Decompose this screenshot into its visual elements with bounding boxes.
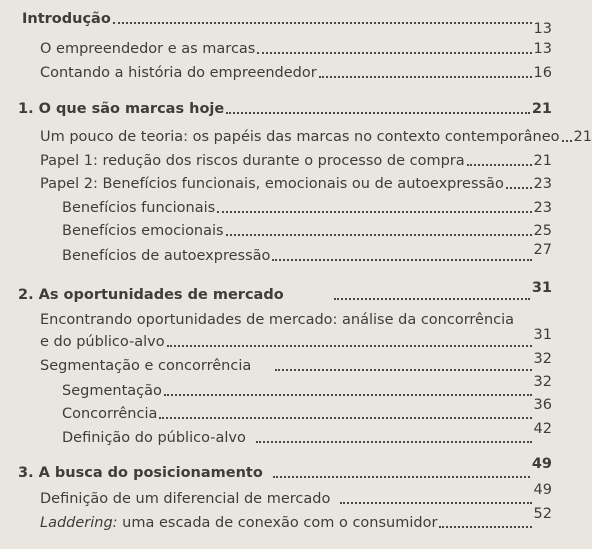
toc-entry-title: Benefícios funcionais bbox=[62, 200, 216, 216]
toc-subentry bbox=[62, 397, 552, 423]
toc-entry-title: Contando a história do empreendedor bbox=[40, 65, 317, 81]
toc-page-number: 36 bbox=[533, 397, 552, 413]
toc-page-number: 21 bbox=[573, 129, 592, 145]
toc-entry bbox=[40, 482, 552, 508]
toc-page-number: 23 bbox=[533, 176, 552, 192]
toc-entry-title: Papel 2: Benefícios funcionais, emocionais ou de autoexpressão bbox=[40, 176, 504, 192]
toc-page-number: 13 bbox=[533, 41, 552, 57]
dot-leader bbox=[319, 76, 532, 78]
toc-page-number: 21 bbox=[533, 153, 552, 169]
toc-subentry bbox=[62, 222, 552, 240]
toc-subentry bbox=[62, 242, 552, 265]
dot-leader bbox=[167, 345, 532, 347]
toc-chapter-3 bbox=[18, 456, 552, 482]
toc-page-number: 25 bbox=[533, 223, 552, 239]
toc-entry-title: Introdução bbox=[22, 11, 111, 27]
toc-entry-title: uma escada de conexão com o consumidor bbox=[117, 515, 438, 531]
toc-entry-title: Papel 1: redução dos riscos durante o processo de compra bbox=[40, 153, 465, 169]
toc-page-number: 23 bbox=[533, 200, 552, 216]
toc-page-number: 49 bbox=[531, 456, 552, 472]
dot-leader bbox=[164, 394, 532, 396]
toc-entry-title: Segmentação bbox=[62, 383, 162, 399]
toc-entry-title: Definição do público-alvo bbox=[62, 430, 246, 446]
dot-leader bbox=[467, 164, 532, 166]
dot-leader bbox=[226, 234, 532, 236]
dot-leader bbox=[159, 417, 531, 419]
toc-subentry bbox=[62, 374, 552, 400]
toc-entry bbox=[40, 152, 552, 170]
chapter-title: 3. A busca do posicionamento bbox=[18, 465, 263, 481]
dot-leader bbox=[256, 441, 532, 443]
toc-entry bbox=[40, 128, 592, 146]
toc-page-number: 13 bbox=[533, 21, 552, 37]
toc-entry-title: Benefícios emocionais bbox=[62, 223, 224, 239]
toc-page-number: 42 bbox=[533, 421, 552, 437]
chapter-title: 1. O que são marcas hoje bbox=[18, 101, 225, 117]
dot-leader bbox=[273, 476, 530, 478]
toc-subentry bbox=[62, 421, 552, 447]
toc-entry bbox=[40, 327, 552, 351]
toc-page-number: 27 bbox=[533, 242, 552, 258]
toc-page-number: 16 bbox=[533, 65, 552, 81]
toc-entry bbox=[40, 64, 552, 82]
dot-leader bbox=[506, 187, 532, 189]
toc-page-number: 31 bbox=[531, 280, 552, 296]
toc-entry-title: Benefícios de autoexpressão bbox=[62, 248, 271, 264]
toc-entry-title-italic: Laddering: bbox=[40, 515, 118, 531]
dot-leader bbox=[217, 211, 531, 213]
toc-entry bbox=[40, 351, 552, 375]
dot-leader bbox=[272, 259, 531, 261]
toc-chapter-1 bbox=[18, 100, 552, 118]
dot-leader bbox=[334, 298, 530, 300]
dot-leader bbox=[257, 52, 531, 54]
toc-page-number: 52 bbox=[533, 506, 552, 522]
toc-page-number: 31 bbox=[533, 327, 552, 343]
toc-entry-line1: Encontrando oportunidades de mercado: análise da concorrência bbox=[40, 312, 515, 328]
toc-entry bbox=[40, 40, 552, 58]
toc-subentry bbox=[62, 199, 552, 217]
toc-entry bbox=[40, 506, 552, 532]
dot-leader bbox=[275, 369, 531, 371]
dot-leader bbox=[562, 140, 572, 142]
toc-entry-title: Um pouco de teoria: os papéis das marcas no contexto contemporâneo bbox=[40, 129, 560, 145]
toc-page-number: 49 bbox=[533, 482, 552, 498]
dot-leader bbox=[439, 526, 531, 528]
toc-entry-title: Segmentação e concorrência bbox=[40, 358, 252, 374]
toc-entry-title: O empreendedor e as marcas bbox=[40, 41, 256, 57]
chapter-title: 2. As oportunidades de mercado bbox=[18, 287, 284, 303]
toc-entry bbox=[40, 175, 552, 193]
toc-page-number: 32 bbox=[533, 351, 552, 367]
toc-entry-title: Concorrência bbox=[62, 406, 158, 422]
toc-entry-intro bbox=[22, 10, 552, 37]
toc-page-number: 21 bbox=[531, 101, 552, 117]
dot-leader bbox=[226, 112, 530, 114]
dot-leader bbox=[340, 502, 531, 504]
toc-entry-title: Definição de um diferencial de mercado bbox=[40, 491, 331, 507]
toc-chapter-2 bbox=[18, 280, 552, 304]
toc-page-number: 32 bbox=[533, 374, 552, 390]
dot-leader bbox=[113, 22, 532, 24]
toc-entry-title: e do público-alvo bbox=[40, 334, 165, 350]
